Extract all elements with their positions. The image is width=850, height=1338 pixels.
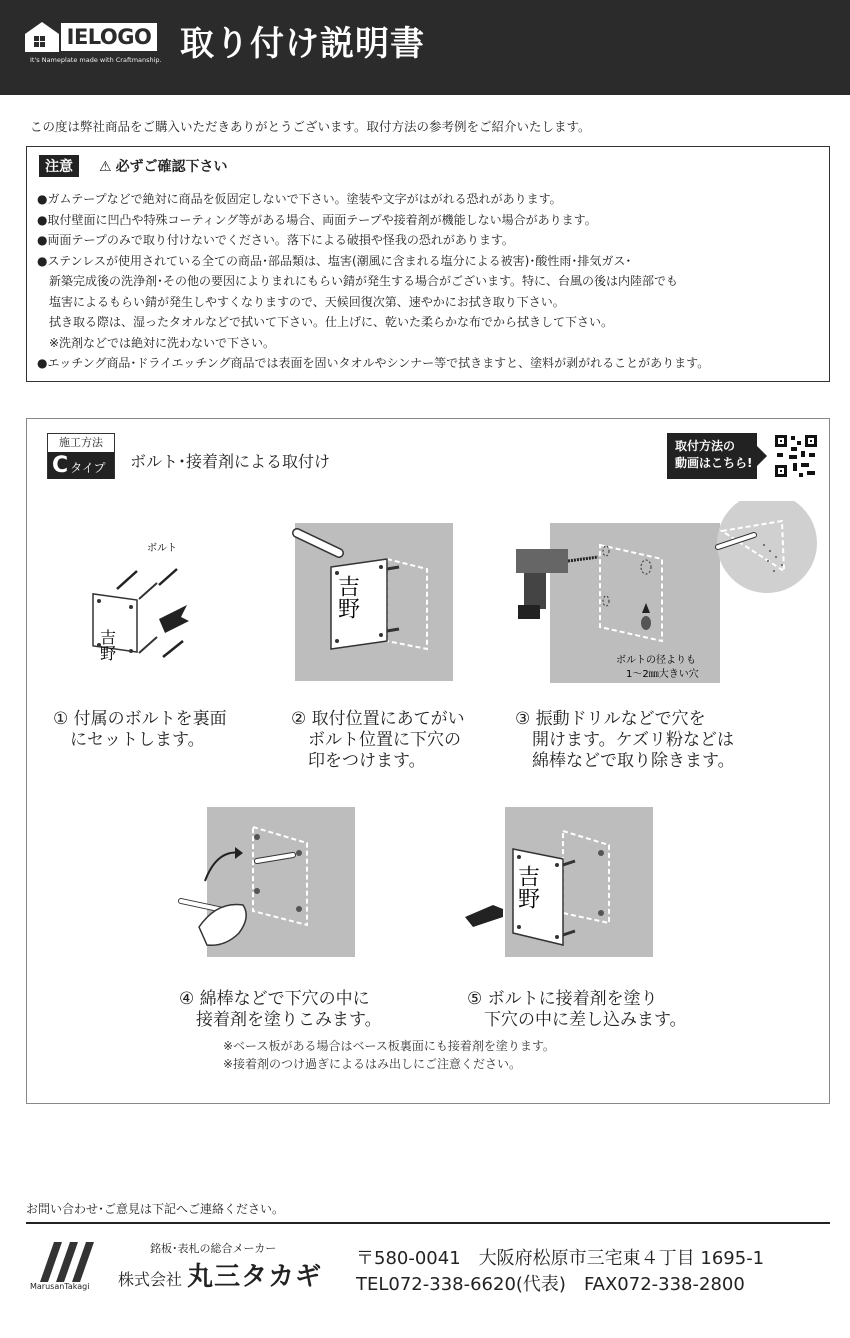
video-link-line1: 取付方法の — [675, 439, 736, 453]
method-type — [48, 452, 114, 479]
step-2-line2: ボルト位置に下穴の — [291, 730, 461, 750]
page-title: 取り付け説明書 — [180, 24, 425, 64]
drill-hole-figure — [512, 501, 822, 691]
step-4-line1: ④ 綿棒などで下穴の中に — [179, 989, 370, 1009]
method-type-suffix: タイプ — [70, 461, 106, 475]
notice-list — [37, 189, 709, 374]
video-link-badge[interactable] — [667, 433, 757, 479]
footer-divider — [26, 1222, 830, 1224]
notice-heading-text: 必ずご確認下さい — [115, 159, 228, 175]
house-icon — [25, 22, 59, 52]
notice-line: ●ガムテープなどで絶対に商品を仮固定しないで下さい。塗装や文字がはがれる恐れがあります。 — [37, 192, 562, 206]
hole-note-line2: 1〜2㎜大きい穴 — [626, 669, 699, 680]
plate-name-text: 吉野 — [514, 865, 540, 909]
apply-adhesive-figure — [177, 805, 367, 965]
company-prefix: 株式会社 — [118, 1270, 183, 1289]
installation-steps — [26, 418, 830, 1104]
notice-box — [26, 146, 830, 382]
adhesive-note: ※接着剤のつけ過ぎによるはみ出しにご注意ください。 — [223, 1057, 522, 1071]
step-3-line1: ③ 振動ドリルなどで穴を — [515, 709, 706, 729]
step-1-caption — [53, 709, 227, 751]
company-name — [118, 1256, 322, 1293]
bolt-label: ボルト — [147, 543, 177, 554]
logo-text: IELOGO — [61, 23, 157, 51]
notice-heading — [99, 156, 228, 176]
notice-line: 塩害によるもらい錆が発生しやすくなりますので、天候回復次第、速やかにお拭き取り下さい。 — [37, 294, 565, 309]
qr-code-icon[interactable] — [773, 433, 819, 479]
company-phone: TEL072-338-6620(代表) FAX072-338-2800 — [356, 1274, 745, 1295]
company-address: 〒580-0041 大阪府松原市三宅東４丁目 1695-1 — [356, 1248, 765, 1269]
notice-line: 新築完成後の洗浄剤･その他の要因によりまれにもらい錆が発生する場合がございます。特に、台風の後は内陸部でも — [37, 274, 679, 288]
step-3-line3: 綿棒などで取り除きます。 — [515, 751, 735, 771]
insert-bolt-figure — [463, 805, 663, 965]
adhesive-notes — [223, 1037, 555, 1073]
header — [0, 0, 850, 95]
notice-line: ●取付壁面に凹凸や特殊コーティング等がある場合、両面テープや接着剤が機能しない場合があります。 — [37, 212, 597, 227]
step-5-line2: 下穴の中に差し込みます。 — [467, 1010, 687, 1030]
notice-line: ●ステンレスが使用されている全ての商品･部品類は、塩害(潮風に含まれる塩分による被害)･酸性雨･排気ガス･ — [37, 253, 632, 268]
step-2-line1: ② 取付位置にあてがい — [291, 709, 465, 729]
company-name-main: 丸三タカギ — [187, 1262, 323, 1292]
step-3-caption — [515, 709, 735, 772]
step-3-line2: 開けます。ケズリ粉などは — [515, 730, 734, 750]
arrow-icon — [757, 446, 767, 466]
step-5-caption — [467, 989, 687, 1031]
bolt-attach-figure — [87, 537, 227, 667]
notice-line: ●エッチング商品･ドライエッチング商品では表面を固いタオルやシンナー等で拭きますと、塗料が剥がれることがあります。 — [37, 356, 710, 370]
mark-position-figure — [287, 519, 457, 684]
method-badge — [47, 433, 115, 479]
company-slogan: 銘板･表札の総合メーカー — [150, 1242, 277, 1255]
step-4-caption — [179, 989, 382, 1031]
step-1-line2: にセットします。 — [53, 730, 205, 750]
tagline: It's Nameplate made with Craftmanship. — [30, 56, 162, 64]
step-1-line1: ① 付属のボルトを裏面 — [53, 709, 227, 729]
contact-text: お問い合わせ･ご意見は下記へご連絡ください。 — [26, 1202, 285, 1216]
method-title: ボルト･接着剤による取付け — [130, 452, 331, 471]
brand-logo — [25, 22, 157, 52]
step-2-line3: 印をつけます。 — [291, 751, 426, 771]
notice-tag: 注意 — [39, 155, 79, 177]
plate-name-text: 吉野 — [334, 575, 360, 619]
method-label: 施工方法 — [48, 434, 114, 452]
step-5-line1: ⑤ ボルトに接着剤を塗り — [467, 989, 658, 1009]
warning-icon: ⚠ — [99, 159, 112, 175]
plate-name-text: 吉野 — [97, 629, 117, 661]
intro-text: この度は弊社商品をご購入いただきありがとうございます。取付方法の参考例をご紹介いたします。 — [30, 119, 591, 134]
notice-line: ※洗剤などでは絶対に洗わないで下さい。 — [37, 335, 276, 350]
hole-note-line1: ボルトの径よりも — [616, 655, 696, 666]
step-4-line2: 接着剤を塗りこみます。 — [179, 1010, 382, 1030]
maker-logo-icon — [30, 1238, 106, 1286]
adhesive-note: ※ベース板がある場合はベース板裏面にも接着剤を塗ります。 — [223, 1039, 555, 1053]
method-type-letter: C — [52, 453, 69, 478]
video-link-line2: 動画はこちら! — [675, 456, 753, 470]
step-2-caption — [291, 709, 465, 772]
maker-name: MarusanTakagi — [30, 1282, 90, 1291]
notice-line: 拭き取る際は、湿ったタオルなどで拭いて下さい。仕上げに、乾いた柔らかな布でから拭きして下さい。 — [37, 315, 614, 329]
notice-line: ●両面テープのみで取り付けないでください。落下による破損や怪我の恐れがあります。 — [37, 233, 514, 247]
